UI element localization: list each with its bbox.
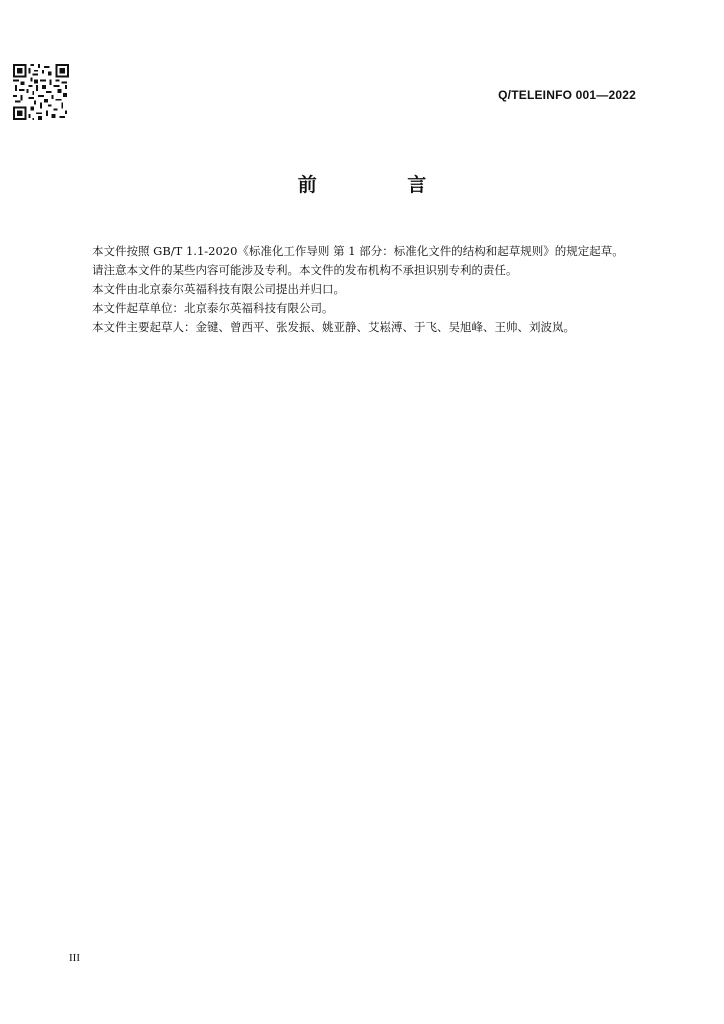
paragraph-drafting-rules: 本文件按照 GB/T 1.1-2020《标准化工作导则 第 1 部分：标准化文件的结构和起草规则》的规定起草。 — [92, 244, 624, 258]
standard-code: Q/TELEINFO 001—2022 — [498, 88, 636, 102]
page-title: 前 言 — [297, 174, 469, 196]
paragraph-proposer: 本文件由北京泰尔英福科技有限公司提出并归口。 — [92, 282, 345, 296]
foreword-body — [69, 242, 639, 337]
paragraph-drafting-unit: 本文件起草单位：北京泰尔英福科技有限公司。 — [92, 301, 334, 315]
paragraph-drafters: 本文件主要起草人：金键、曾西平、张发振、姚亚静、艾崧溥、于飞、吴旭峰、王帅、刘波岚。 — [92, 320, 575, 334]
qr-code-icon — [13, 64, 69, 120]
paragraph-patent-notice: 请注意本文件的某些内容可能涉及专利。本文件的发布机构不承担识别专利的责任。 — [92, 263, 518, 277]
page-number: III — [69, 952, 80, 964]
